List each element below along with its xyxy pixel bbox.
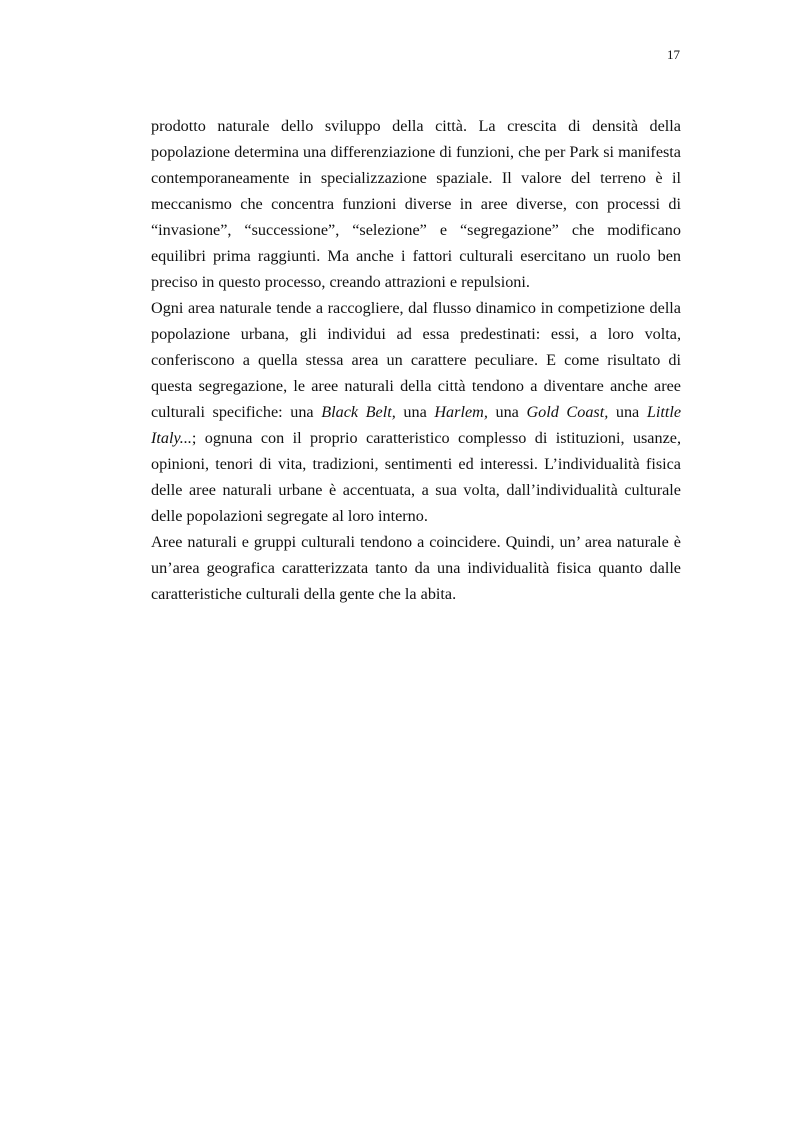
text-segment: una	[608, 403, 647, 421]
italic-term: Little Italy...	[151, 403, 682, 447]
text-segment: Aree naturali e gruppi culturali tendono a coincidere. Quindi, un’ area naturale è un’area geografica caratterizzata tanto da una individualità fisica quanto dalle caratteristiche culturali della gente che la abita.	[151, 533, 681, 603]
italic-term: Harlem,	[434, 403, 488, 421]
italic-term: Black Belt,	[321, 403, 396, 421]
body-text	[151, 113, 681, 607]
paragraph	[151, 529, 681, 607]
text-segment: una	[395, 403, 435, 421]
text-segment: ; ognuna con il proprio caratteristico complesso di istituzioni, usanze, opinioni, tenori di vita, tradizioni, sentimenti ed interessi. L’individualità fisica delle aree naturali urbane è accentuata, a sua volta, dall’individualità culturale delle popolazioni segregate al loro interno.	[151, 429, 681, 525]
paragraph	[151, 295, 681, 529]
paragraph	[151, 113, 681, 295]
text-segment: una	[487, 403, 527, 421]
text-segment: prodotto naturale dello sviluppo della città. La crescita di densità della popolazione determina una differenziazione di funzioni, che per Park si manifesta contemporaneamente in specializzazione spaziale. Il valore del terreno è il meccanismo che concentra funzioni diverse in aree diverse, con processi di “invasione”, “successione”, “selezione” e “segregazione” che modificano equilibri prima raggiunti. Ma anche i fattori culturali esercitano un ruolo ben preciso in questo processo, creando attrazioni e repulsioni.	[151, 117, 681, 291]
italic-term: Gold Coast,	[526, 403, 609, 421]
text-segment: Ogni area naturale tende a raccogliere, dal flusso dinamico in competizione della popolazione urbana, gli individui ad essa predestinati: essi, a loro volta, conferiscono a quella stessa area un carattere peculiare. E come risultato di questa segregazione, le aree naturali della città tendono a diventare anche aree culturali specifiche: una	[151, 299, 681, 421]
page-number: 17	[667, 47, 680, 62]
